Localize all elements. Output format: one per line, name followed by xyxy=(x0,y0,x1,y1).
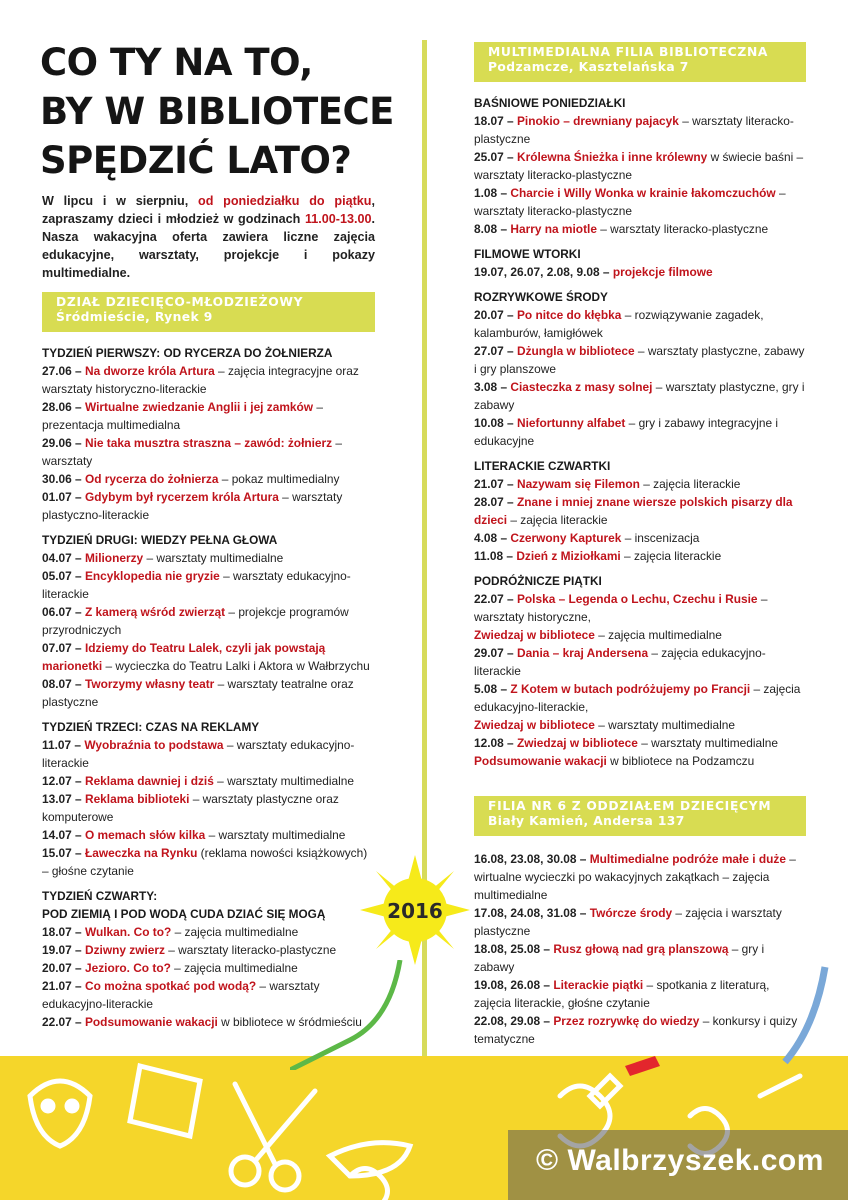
entry-description: – zajęcia literackie xyxy=(620,549,722,563)
schedule-block xyxy=(42,718,375,880)
entry-date: 20.07 – xyxy=(474,308,517,322)
entry-date: 10.08 – xyxy=(474,416,517,430)
schedule-block xyxy=(474,288,806,450)
entry-date: 05.07 – xyxy=(42,569,85,583)
schedule-entry xyxy=(42,941,375,959)
entry-title: Przez rozrywkę do wiedzy xyxy=(553,1014,700,1028)
entry-description: – zajęcia literackie xyxy=(639,477,741,491)
entry-description: – inscenizacja xyxy=(621,531,700,545)
entry-description: – pokaz multimedialny xyxy=(218,472,340,486)
schedule-block xyxy=(42,531,375,711)
entry-title: Z Kotem w butach podróżujemy po Francji xyxy=(510,682,751,696)
entry-date: 29.07 – xyxy=(474,646,517,660)
entry-title: Niefortunny alfabet xyxy=(516,416,626,430)
entry-title: Charcie i Willy Wonka w krainie łakomczuchów xyxy=(510,186,776,200)
section-header-multimedia-branch xyxy=(474,42,806,82)
entry-date: 08.07 – xyxy=(42,677,85,691)
entry-description: – warsztaty literacko-plastyczne xyxy=(164,943,337,957)
schedule-entry xyxy=(474,644,806,680)
entry-date: 19.07, 26.07, 2.08, 9.08 – xyxy=(474,265,613,279)
block-subtitle: POD ZIEMIĄ I POD WODĄ CUDA DZIAĆ SIĘ MOGĄ xyxy=(42,907,326,921)
entry-description: – gry i zabawy xyxy=(474,942,765,974)
entry-description: – zajęcia edukacyjno-literackie, xyxy=(474,682,801,714)
entry-description: – warsztaty literacko-plastyczne xyxy=(474,186,786,218)
entry-title: Dziwny zwierz xyxy=(84,943,165,957)
paper-icon xyxy=(130,1066,200,1136)
section-header-address: Biały Kamień, Andersa 137 xyxy=(488,814,685,828)
intro-text-2: , zapraszamy dzieci i młodzież w godzinach xyxy=(42,194,375,226)
entry-date: 18.07 – xyxy=(474,114,517,128)
schedule-block xyxy=(474,572,806,770)
entry-title: Dzień z Miziołkami xyxy=(516,549,621,563)
entry-description: – zajęcia multimedialne xyxy=(594,628,722,642)
entry-date: 8.08 – xyxy=(474,222,511,236)
entry-title: O memach słów kilka xyxy=(84,828,206,842)
block-title: TYDZIEŃ DRUGI: WIEDZY PEŁNA GŁOWA xyxy=(42,533,278,547)
entry-description: – wirtualne wycieczki po wakacyjnych zakątkach – zajęcia multimedialne xyxy=(474,852,796,902)
year-sun-badge xyxy=(360,855,470,965)
entry-date: 28.07 – xyxy=(474,495,517,509)
entry-description: – prezentacja multimedialna xyxy=(42,400,323,432)
intro-text-1: W lipcu i w sierpniu, xyxy=(42,194,198,208)
entry-date: 28.06 – xyxy=(42,400,85,414)
entry-date: 19.07 – xyxy=(42,943,85,957)
schedule-entry xyxy=(474,1012,806,1048)
schedule-entry xyxy=(42,470,375,488)
entry-title: Rusz głową nad grą planszową xyxy=(553,942,729,956)
section-header-title: FILIA NR 6 Z ODDZIAŁEM DZIECIĘCYM xyxy=(488,799,772,813)
entry-description: – spotkania z literaturą, zajęcia literackie, głośne czytanie xyxy=(474,978,770,1010)
entry-description: – warsztaty multimedialne xyxy=(637,736,779,750)
entry-title: Encyklopedia nie gryzie xyxy=(84,569,220,583)
entry-description: – zajęcia edukacyjno-literackie xyxy=(474,646,766,678)
entry-description: w świecie baśni – warsztaty literacko-plastyczne xyxy=(474,150,804,182)
title-line-2: BY W BIBLIOTECE xyxy=(40,90,394,133)
schedule-entry xyxy=(474,220,806,238)
schedule-entry xyxy=(42,736,375,772)
schedule-entry xyxy=(474,716,806,734)
entry-title: Dania – kraj Andersena xyxy=(516,646,649,660)
entry-title: Zwiedzaj w bibliotece xyxy=(516,736,638,750)
entry-description: – warsztaty multimedialne xyxy=(205,828,346,842)
section-header-address: Podzamcze, Kasztelańska 7 xyxy=(488,60,689,74)
entry-description: – warsztaty multimedialne xyxy=(594,718,736,732)
entry-description: – warsztaty literacko-plastyczne xyxy=(596,222,769,236)
entry-description: – warsztaty plastyczno-literackie xyxy=(42,490,343,522)
entry-description: – zajęcia multimedialne xyxy=(171,925,299,939)
entry-date: 5.08 – xyxy=(474,682,511,696)
entry-date: 11.07 – xyxy=(42,738,85,752)
title-line-3: SPĘDZIĆ LATO? xyxy=(40,139,352,182)
entry-title: Multimedialne podróże małe i duże xyxy=(589,852,786,866)
blue-ribbon xyxy=(770,965,830,1065)
schedule-entry xyxy=(474,306,806,342)
entry-title: Podsumowanie wakacji xyxy=(84,1015,218,1029)
entry-description: – warsztaty literacko-plastyczne xyxy=(474,114,794,146)
schedule-entry xyxy=(474,976,806,1012)
entry-date: 01.07 – xyxy=(42,490,85,504)
block-title: BAŚNIOWE PONIEDZIAŁKI xyxy=(474,96,626,110)
schedule-entry xyxy=(474,752,806,770)
entry-description: – projekcje programów przyrodniczych xyxy=(42,605,349,637)
entry-title: Podsumowanie wakacji xyxy=(474,754,607,768)
entry-description: – warsztaty plastyczne, gry i zabawy xyxy=(474,380,805,412)
block-title: ROZRYWKOWE ŚRODY xyxy=(474,290,608,304)
schedule-entry xyxy=(474,547,806,565)
intro-hours: 11.00-13.00 xyxy=(304,212,372,226)
entry-date: 29.06 – xyxy=(42,436,85,450)
entry-date: 3.08 – xyxy=(474,380,511,394)
entry-title: Gdybym był rycerzem króla Artura xyxy=(84,490,279,504)
entry-title: Polska – Legenda o Lechu, Czechu i Rusie xyxy=(516,592,758,606)
schedule-entry xyxy=(474,529,806,547)
schedule-entry xyxy=(42,567,375,603)
entry-description: – zajęcia integracyjne oraz warsztaty historyczno-literackie xyxy=(42,364,359,396)
entry-date: 22.08, 29.08 – xyxy=(474,1014,554,1028)
entry-date: 20.07 – xyxy=(42,961,85,975)
schedule-entry xyxy=(474,680,806,716)
entry-title: Wirtualne zwiedzanie Anglii i jej zamków xyxy=(84,400,314,414)
intro-days: od poniedziałku do piątku xyxy=(198,194,372,208)
entry-description: (reklama nowości książkowych) – głośne czytanie xyxy=(42,846,368,878)
entry-title: projekcje filmowe xyxy=(612,265,713,279)
entry-description: – zajęcia literackie xyxy=(507,513,608,527)
entry-description: w bibliotece w śródmieściu xyxy=(217,1015,362,1029)
schedule-entry xyxy=(42,603,375,639)
block-title: TYDZIEŃ CZWARTY: xyxy=(42,889,158,903)
entry-title: Nie taka musztra straszna – zawód: żołnierz xyxy=(84,436,333,450)
schedule-entry xyxy=(474,590,806,626)
theatre-mask-icon xyxy=(30,1081,90,1146)
schedule-block xyxy=(474,457,806,565)
entry-description: – warsztaty plastyczne, zabawy i gry planszowe xyxy=(474,344,805,376)
schedule-entry xyxy=(474,342,806,378)
schedule-entry xyxy=(42,923,375,941)
section-header-children-dept xyxy=(42,292,375,332)
block-title: TYDZIEŃ TRZECI: CZAS NA REKLAMY xyxy=(42,720,260,734)
section-header-address: Śródmieście, Rynek 9 xyxy=(56,310,213,324)
schedule-entry xyxy=(474,475,806,493)
entry-title: Wulkan. Co to? xyxy=(84,925,172,939)
year-label: 2016 xyxy=(387,899,443,923)
title-line-1: CO TY NA TO, xyxy=(40,41,313,84)
block-title: TYDZIEŃ PIERWSZY: OD RYCERZA DO ŻOŁNIERZA xyxy=(42,346,333,360)
entry-description: – warsztaty xyxy=(42,436,343,468)
schedule-entry xyxy=(42,549,375,567)
entry-date: 07.07 – xyxy=(42,641,85,655)
schedule-entry xyxy=(42,826,375,844)
entry-title: Czerwony Kapturek xyxy=(510,531,622,545)
entry-title: Nazywam się Filemon xyxy=(516,477,640,491)
entry-date: 1.08 – xyxy=(474,186,511,200)
entry-date: 06.07 – xyxy=(42,605,85,619)
entry-date: 21.07 – xyxy=(474,477,517,491)
entry-title: Ławeczka na Rynku xyxy=(84,846,198,860)
entry-title: Co można spotkać pod wodą? xyxy=(84,979,257,993)
schedule-block xyxy=(474,94,806,238)
entry-date: 04.07 – xyxy=(42,551,85,565)
schedule-entry xyxy=(42,790,375,826)
entry-description: – zajęcia i warsztaty plastyczne xyxy=(474,906,782,938)
entry-date: 19.08, 26.08 – xyxy=(474,978,554,992)
entry-title: Jezioro. Co to? xyxy=(84,961,171,975)
entry-date: 14.07 – xyxy=(42,828,85,842)
intro-paragraph xyxy=(42,192,375,282)
entry-description: w bibliotece na Podzamczu xyxy=(606,754,755,768)
section-header-title: DZIAŁ DZIECIĘCO-MŁODZIEŻOWY xyxy=(56,295,304,309)
entry-date: 18.08, 25.08 – xyxy=(474,942,554,956)
entry-date: 11.08 – xyxy=(474,549,517,563)
schedule-entry xyxy=(474,850,806,904)
entry-title: Idziemy do Teatru Lalek, czyli jak powstają marionetki xyxy=(42,641,326,673)
watermark: © Walbrzyszek.com xyxy=(508,1130,848,1200)
schedule-block xyxy=(474,850,806,1048)
schedule-entry xyxy=(474,184,806,220)
schedule-entry xyxy=(42,488,375,524)
left-schedule xyxy=(42,344,375,1038)
schedule-entry xyxy=(474,734,806,752)
schedule-entry xyxy=(42,675,375,711)
schedule-block xyxy=(474,245,806,281)
section-header-title: MULTIMEDIALNA FILIA BIBLIOTECZNA xyxy=(488,45,769,59)
entry-date: 4.08 – xyxy=(474,531,511,545)
schedule-entry xyxy=(474,626,806,644)
block-title: LITERACKIE CZWARTKI xyxy=(474,459,611,473)
entry-description: – warsztaty edukacyjno-literackie xyxy=(42,569,351,601)
flower-stem xyxy=(290,960,420,1070)
entry-title: Z kamerą wśród zwierząt xyxy=(84,605,226,619)
schedule-entry xyxy=(474,904,806,940)
entry-description: – rozwiązywanie zagadek, kalamburów, łamigłówek xyxy=(474,308,764,340)
entry-date: 13.07 – xyxy=(42,792,85,806)
schedule-block xyxy=(42,344,375,524)
entry-title: Milionerzy xyxy=(84,551,144,565)
entry-date: 17.08, 24.08, 31.08 – xyxy=(474,906,590,920)
schedule-entry xyxy=(474,493,806,529)
marker-icon xyxy=(590,1076,620,1106)
entry-title: Harry na miotle xyxy=(510,222,597,236)
entry-description: – warsztaty edukacyjno-literackie xyxy=(42,738,355,770)
entry-date: 30.06 – xyxy=(42,472,85,486)
entry-date: 25.07 – xyxy=(474,150,517,164)
entry-date: 27.06 – xyxy=(42,364,85,378)
entry-description: – warsztaty multimedialne xyxy=(213,774,354,788)
entry-date: 22.07 – xyxy=(474,592,517,606)
entry-title: Zwiedzaj w bibliotece xyxy=(474,628,595,642)
entry-title: Na dworze króla Artura xyxy=(84,364,215,378)
entry-date: 18.07 – xyxy=(42,925,85,939)
entry-date: 12.08 – xyxy=(474,736,517,750)
intro-text-3: . Nasza wakacyjna oferta zawiera liczne zajęcia edukacyjne, warsztaty, projekcje i pokazy multimedialne. xyxy=(42,212,375,280)
entry-title: Reklama dawniej i dziś xyxy=(84,774,214,788)
entry-title: Zwiedzaj w bibliotece xyxy=(474,718,595,732)
entry-title: Od rycerza do żołnierza xyxy=(84,472,219,486)
schedule-entry xyxy=(42,772,375,790)
paintbrush-icon xyxy=(760,1076,800,1096)
entry-description: – gry i zabawy integracyjne i edukacyjne xyxy=(474,416,779,448)
schedule-entry xyxy=(42,398,375,434)
entry-description: – konkursy i quizy tematyczne xyxy=(474,1014,798,1046)
schedule-entry xyxy=(42,362,375,398)
entry-date: 15.07 – xyxy=(42,846,85,860)
entry-title: Reklama biblioteki xyxy=(84,792,190,806)
schedule-entry xyxy=(474,263,806,281)
schedule-entry xyxy=(474,414,806,450)
schedule-entry xyxy=(474,378,806,414)
schedule-entry xyxy=(42,639,375,675)
right-schedule xyxy=(474,94,806,777)
schedule-entry xyxy=(474,940,806,976)
entry-title: Wyobraźnia to podstawa xyxy=(84,738,224,752)
entry-description: – warsztaty edukacyjno-literackie xyxy=(42,979,320,1011)
poster-title xyxy=(40,38,420,185)
block-title: FILMOWE WTORKI xyxy=(474,247,581,261)
entry-title: Dżungla w bibliotece xyxy=(516,344,635,358)
entry-date: 21.07 – xyxy=(42,979,85,993)
entry-description: – warsztaty historyczne, xyxy=(474,592,768,624)
entry-date: 22.07 – xyxy=(42,1015,85,1029)
schedule-entry xyxy=(474,148,806,184)
entry-title: Znane i mniej znane wiersze polskich pisarzy dla dzieci xyxy=(474,495,793,527)
entry-description: – warsztaty plastyczne oraz komputerowe xyxy=(42,792,339,824)
entry-date: 16.08, 23.08, 30.08 – xyxy=(474,852,590,866)
entry-date: 27.07 – xyxy=(474,344,517,358)
schedule-entry xyxy=(42,434,375,470)
entry-description: – zajęcia multimedialne xyxy=(170,961,298,975)
entry-title: Po nitce do kłębka xyxy=(516,308,622,322)
schedule-entry xyxy=(42,844,375,880)
entry-title: Tworzymy własny teatr xyxy=(84,677,215,691)
section-header-branch-6 xyxy=(474,796,806,836)
entry-description: – warsztaty multimedialne xyxy=(143,551,284,565)
entry-title: Literackie piątki xyxy=(553,978,644,992)
entry-title: Królewna Śnieżka i inne królewny xyxy=(516,150,708,164)
entry-title: Twórcze środy xyxy=(589,906,673,920)
entry-title: Ciasteczka z masy solnej xyxy=(510,380,653,394)
entry-title: Pinokio – drewniany pajacyk xyxy=(516,114,679,128)
entry-description: – wycieczka do Teatru Lalki i Aktora w Wałbrzychu xyxy=(102,659,370,673)
entry-description: – warsztaty teatralne oraz plastyczne xyxy=(42,677,354,709)
block-title: PODRÓŻNICZE PIĄTKI xyxy=(474,574,602,588)
schedule-entry xyxy=(474,112,806,148)
branch-6-schedule xyxy=(474,850,806,1055)
entry-date: 12.07 – xyxy=(42,774,85,788)
